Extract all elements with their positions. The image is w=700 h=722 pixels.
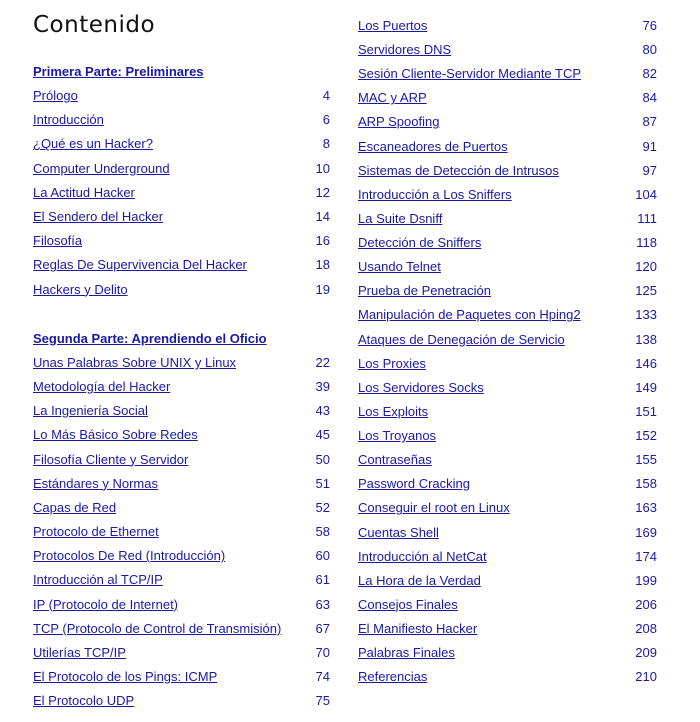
toc-entry [33,451,330,469]
toc-entry-link[interactable]: Prólogo [33,88,78,103]
toc-entry-page: 39 [315,379,330,395]
toc-entry-page: 45 [315,427,330,443]
toc-entry-page: 60 [315,548,330,564]
toc-entry-page: 91 [642,138,657,154]
toc-entry-link[interactable]: Los Proxies [358,355,426,371]
toc-entry-page: 155 [635,452,657,468]
toc-entry [358,499,657,517]
toc-entry-page: 82 [642,66,657,82]
toc-entry-page: 133 [635,307,657,323]
toc-entry-link[interactable]: Password Cracking [358,476,470,492]
toc-entry [358,355,657,373]
toc-entry-link[interactable]: Reglas De Supervivencia Del Hacker [33,257,247,273]
toc-entry-page: 8 [322,136,330,152]
toc-entry-page: 14 [315,209,330,224]
toc-entry [358,89,657,107]
toc-entry [358,620,657,638]
toc-entry-page: 67 [315,620,330,636]
toc-entry-page: 87 [642,114,657,130]
toc-entry [358,548,657,566]
toc-entry [358,451,657,469]
toc-entry-link[interactable]: MAC y ARP [358,90,427,106]
toc-entry-page: 12 [315,184,330,200]
toc-entry-page: 146 [635,355,657,371]
toc-entry-link[interactable]: Escaneadores de Puertos [358,138,508,154]
toc-entry-page: 104 [635,186,657,202]
toc-entry [358,475,657,493]
toc-entry-link[interactable]: Sistemas de Detección de Intrusos [358,162,559,178]
toc-entry-link[interactable]: TCP (Protocolo de Control de Transmisión) [33,620,282,636]
toc-entry [358,41,657,59]
toc-entry [33,402,330,420]
toc-entry-link[interactable]: Consejos Finales [358,596,458,612]
toc-entry-link[interactable]: Los Exploits [358,403,429,419]
toc-entry-link[interactable]: Conseguir el root en Linux [358,500,510,516]
toc-entry-page: 209 [635,645,657,661]
toc-entry-page: 58 [315,524,330,540]
toc-entry [33,692,330,710]
toc-entry [33,160,330,178]
toc-entry-page: 169 [635,524,657,540]
toc-entry [33,620,330,638]
toc-entry-link[interactable]: Metodología del Hacker [33,379,171,395]
toc-entry-page: 125 [635,283,657,299]
toc-entry-link[interactable]: La Ingeniería Social [33,403,148,419]
toc-entry-page: 111 [637,210,657,226]
toc-entry [33,208,330,226]
toc-entry-page: 10 [315,160,330,176]
toc-entry [33,281,330,299]
toc-entry-link[interactable]: Estándares y Normas [33,475,158,491]
toc-entry [358,138,657,156]
toc-entry [358,17,657,35]
toc-entry-link[interactable]: El Sendero del Hacker [33,209,164,224]
toc-entry-page: 61 [315,572,330,588]
toc-entry-link[interactable]: Capas de Red [33,499,117,515]
toc-entry-link[interactable]: Protocolos De Red (Introducción) [33,548,226,564]
toc-entry-link[interactable]: Introducción a Los Sniffers [358,186,512,202]
toc-entry [358,331,657,349]
toc-entry-link[interactable]: Contraseñas [358,452,432,468]
toc-entry-link[interactable]: IP (Protocolo de Internet) [33,596,179,612]
part2-heading[interactable]: Segunda Parte: Aprendiendo el Oficio [33,331,267,346]
toc-entry-link[interactable]: Introducción al NetCat [358,548,487,564]
toc-entry [33,523,330,541]
toc-entry-page: 76 [642,18,657,33]
toc-entry [33,644,330,662]
toc-entry [358,210,657,228]
toc-entry-page: 51 [315,475,330,491]
toc-entry [33,499,330,517]
toc-entry [358,668,657,686]
toc-entry [358,306,657,324]
toc-entry-link[interactable]: Computer Underground [33,160,170,176]
toc-entry [358,524,657,542]
toc-entry-page: 63 [315,596,330,612]
toc-entry [33,111,330,129]
toc-entry-link[interactable]: Prueba de Penetración [358,283,491,299]
toc-entry [33,354,330,372]
toc-entry [33,596,330,614]
toc-entry-link[interactable]: La Hora de la Verdad [358,572,481,588]
toc-entry [33,232,330,250]
toc-entry-page: 151 [635,403,657,419]
toc-entry-page: 6 [322,112,330,128]
toc-entry-page: 208 [635,621,657,636]
toc-entry [358,282,657,300]
toc-entry-link[interactable]: El Protocolo UDP [33,693,135,709]
toc-entry-link[interactable]: ARP Spoofing [358,114,440,130]
toc-entry-page: 210 [635,669,657,685]
toc-entry-page: 16 [315,233,330,249]
toc-entry [33,547,330,565]
toc-entry-page: 174 [635,548,657,564]
toc-entry [358,403,657,421]
toc-entry-page: 84 [642,90,657,106]
toc-entry [33,135,330,153]
toc-entry-page: 152 [635,428,657,444]
toc-entry-link[interactable]: El Manifiesto Hacker [358,621,478,636]
toc-entry [358,379,657,397]
toc-entry-link[interactable]: Los Puertos [358,18,428,33]
toc-entry-link[interactable]: Palabras Finales [358,645,455,661]
toc-entry-link[interactable]: Los Troyanos [358,428,437,444]
toc-entry [358,644,657,662]
toc-entry-page: 97 [642,162,657,178]
toc-entry-page: 118 [636,235,657,251]
toc-entry-link[interactable]: Filosofía Cliente y Servidor [33,451,189,467]
toc-entry-link[interactable]: La Actitud Hacker [33,184,135,200]
toc-entry-page: 70 [315,644,330,660]
toc-entry-link[interactable]: Unas Palabras Sobre UNIX y Linux [33,355,237,370]
toc-entry-page: 75 [315,693,330,709]
toc-entry-link[interactable]: El Protocolo de los Pings: ICMP [33,668,218,684]
toc-entry [358,234,657,252]
toc-entry-page: 149 [635,379,657,395]
toc-entry [33,426,330,444]
toc-entry-page: 4 [322,88,330,103]
toc-entry-link[interactable]: Cuentas Shell [358,524,439,540]
toc-entry-page: 199 [635,572,657,588]
toc-entry-page: 43 [315,403,330,419]
toc-entry-link[interactable]: Introducción al TCP/IP [33,572,163,588]
toc-entry [358,113,657,131]
toc-entry-page: 50 [315,451,330,467]
toc-entry [33,256,330,274]
toc-entry-link[interactable]: Lo Más Básico Sobre Redes [33,427,198,443]
toc-entry-link[interactable]: Manipulación de Paquetes con Hping2 [358,307,581,323]
toc-entry [33,571,330,589]
page-title: Contenido [33,12,156,38]
toc-entry-link[interactable]: Usando Telnet [358,259,441,275]
toc-entry [358,427,657,445]
toc-entry-page: 120 [635,259,657,275]
toc-entry-link[interactable]: La Suite Dsniff [358,210,443,226]
toc-entry-link[interactable]: Sesión Cliente-Servidor Mediante TCP [358,66,582,82]
toc-entry-link[interactable]: Utilerías TCP/IP [33,644,126,660]
toc-entry-page: 52 [315,499,330,515]
toc-entry-link[interactable]: Protocolo de Ethernet [33,524,159,540]
toc-entry [358,596,657,614]
toc-entry-page: 163 [635,500,657,516]
toc-entry [358,65,657,83]
toc-entry-link[interactable]: Hackers y Delito [33,281,128,297]
toc-entry-page: 19 [315,281,330,297]
toc-entry [358,162,657,180]
toc-entry [33,668,330,686]
part1-heading[interactable]: Primera Parte: Preliminares [33,64,204,79]
toc-entry [358,186,657,204]
toc-entry [358,572,657,590]
toc-entry-page: 80 [642,42,657,58]
toc-entry [33,378,330,396]
toc-entry [33,184,330,202]
toc-entry-link[interactable]: Ataques de Denegación de Servicio [358,331,565,347]
toc-entry-page: 22 [315,355,330,370]
toc-entry-link[interactable]: Referencias [358,669,428,685]
toc-entry-page: 138 [635,331,657,347]
toc-entry [358,258,657,276]
toc-entry-link[interactable]: Servidores DNS [358,42,452,58]
toc-entry-page: 74 [315,668,330,684]
toc-entry-page: 18 [315,257,330,273]
toc-entry-page: 206 [635,596,657,612]
toc-entry [33,87,330,105]
toc-entry [33,475,330,493]
toc-entry-page: 158 [635,476,657,492]
toc-entry-link[interactable]: Filosofía [33,233,83,249]
toc-entry-link[interactable]: ¿Qué es un Hacker? [33,136,153,152]
toc-entry-link[interactable]: Introducción [33,112,104,128]
toc-entry-link[interactable]: Detección de Sniffers [358,235,482,251]
toc-entry-link[interactable]: Los Servidores Socks [358,379,484,395]
